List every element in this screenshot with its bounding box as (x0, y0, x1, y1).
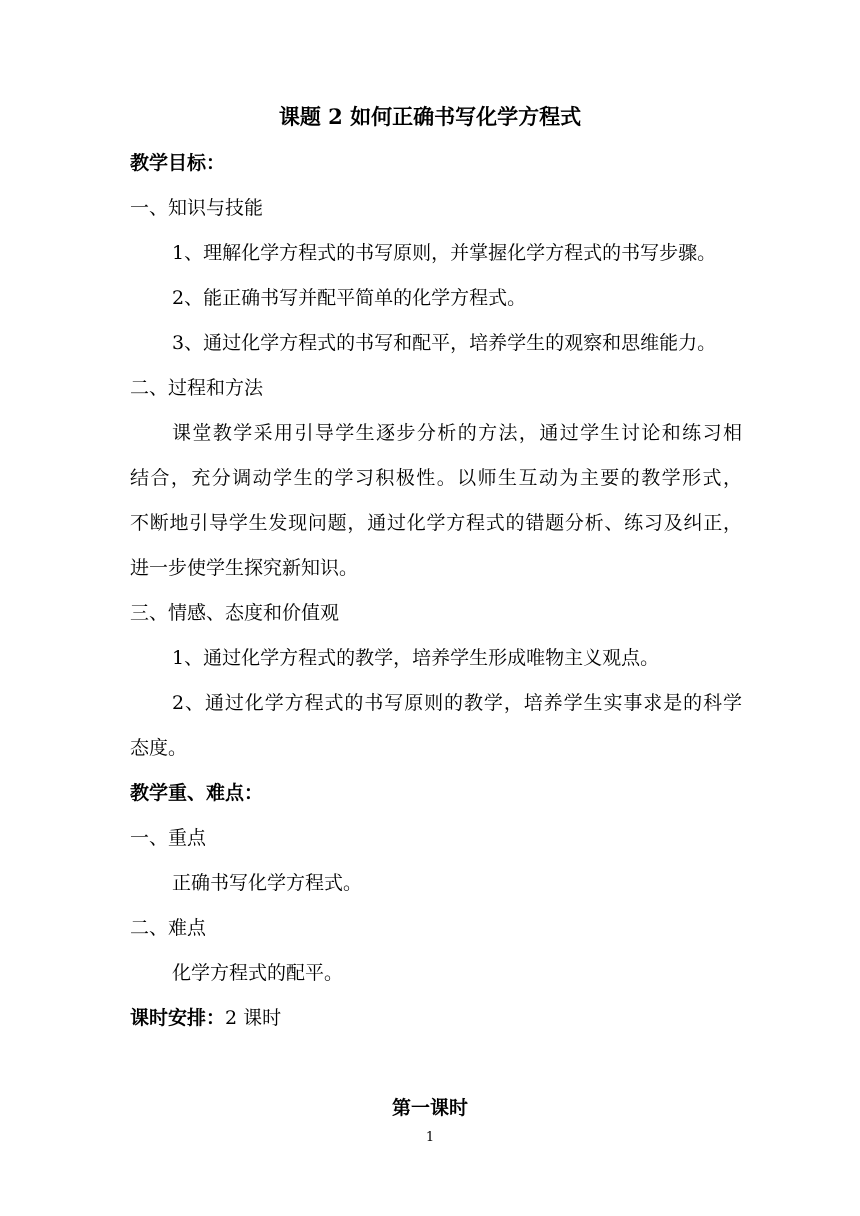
process-paragraph-line-3: 不断地引导学生发现问题，通过化学方程式的错题分析、练习及纠正， (130, 512, 742, 534)
section-knowledge-heading: 一、知识与技能 (130, 197, 264, 219)
difficulty-heading: 二、难点 (130, 917, 207, 939)
section-process-heading: 二、过程和方法 (130, 377, 264, 399)
process-paragraph-line-4: 进一步使学生探究新知识。 (130, 557, 359, 579)
schedule-value: 2 课时 (225, 1007, 282, 1029)
objectives-heading: 教学目标： (130, 152, 226, 174)
knowledge-item-1: 1、理解化学方程式的书写原则，并掌握化学方程式的书写步骤。 (172, 242, 717, 264)
schedule-label: 课时安排： (130, 1007, 226, 1029)
section-attitude-heading: 三、情感、态度和价值观 (130, 602, 340, 624)
process-paragraph-line-2: 结合，充分调动学生的学习积极性。以师生互动为主要的教学形式， (130, 467, 742, 489)
page-number: 1 (425, 1130, 435, 1145)
key-point-text: 正确书写化学方程式。 (172, 872, 363, 894)
lesson-heading: 第一课时 (391, 1097, 468, 1119)
knowledge-item-3: 3、通过化学方程式的书写和配平，培养学生的观察和思维能力。 (172, 332, 717, 354)
knowledge-item-2: 2、能正确书写并配平简单的化学方程式。 (172, 287, 527, 309)
difficulty-text: 化学方程式的配平。 (172, 962, 344, 984)
attitude-item-1: 1、通过化学方程式的教学，培养学生形成唯物主义观点。 (172, 647, 660, 669)
schedule-line (130, 1006, 742, 1030)
attitude-item-2-continuation: 态度。 (130, 737, 188, 759)
document-title: 课题 2 如何正确书写化学方程式 (278, 104, 582, 129)
key-points-heading: 教学重、难点： (130, 782, 264, 804)
attitude-item-2: 2、通过化学方程式的书写原则的教学，培养学生实事求是的科学 (172, 692, 742, 714)
key-point-heading: 一、重点 (130, 827, 207, 849)
process-paragraph-line-1: 课堂教学采用引导学生逐步分析的方法，通过学生讨论和练习相 (172, 422, 742, 444)
